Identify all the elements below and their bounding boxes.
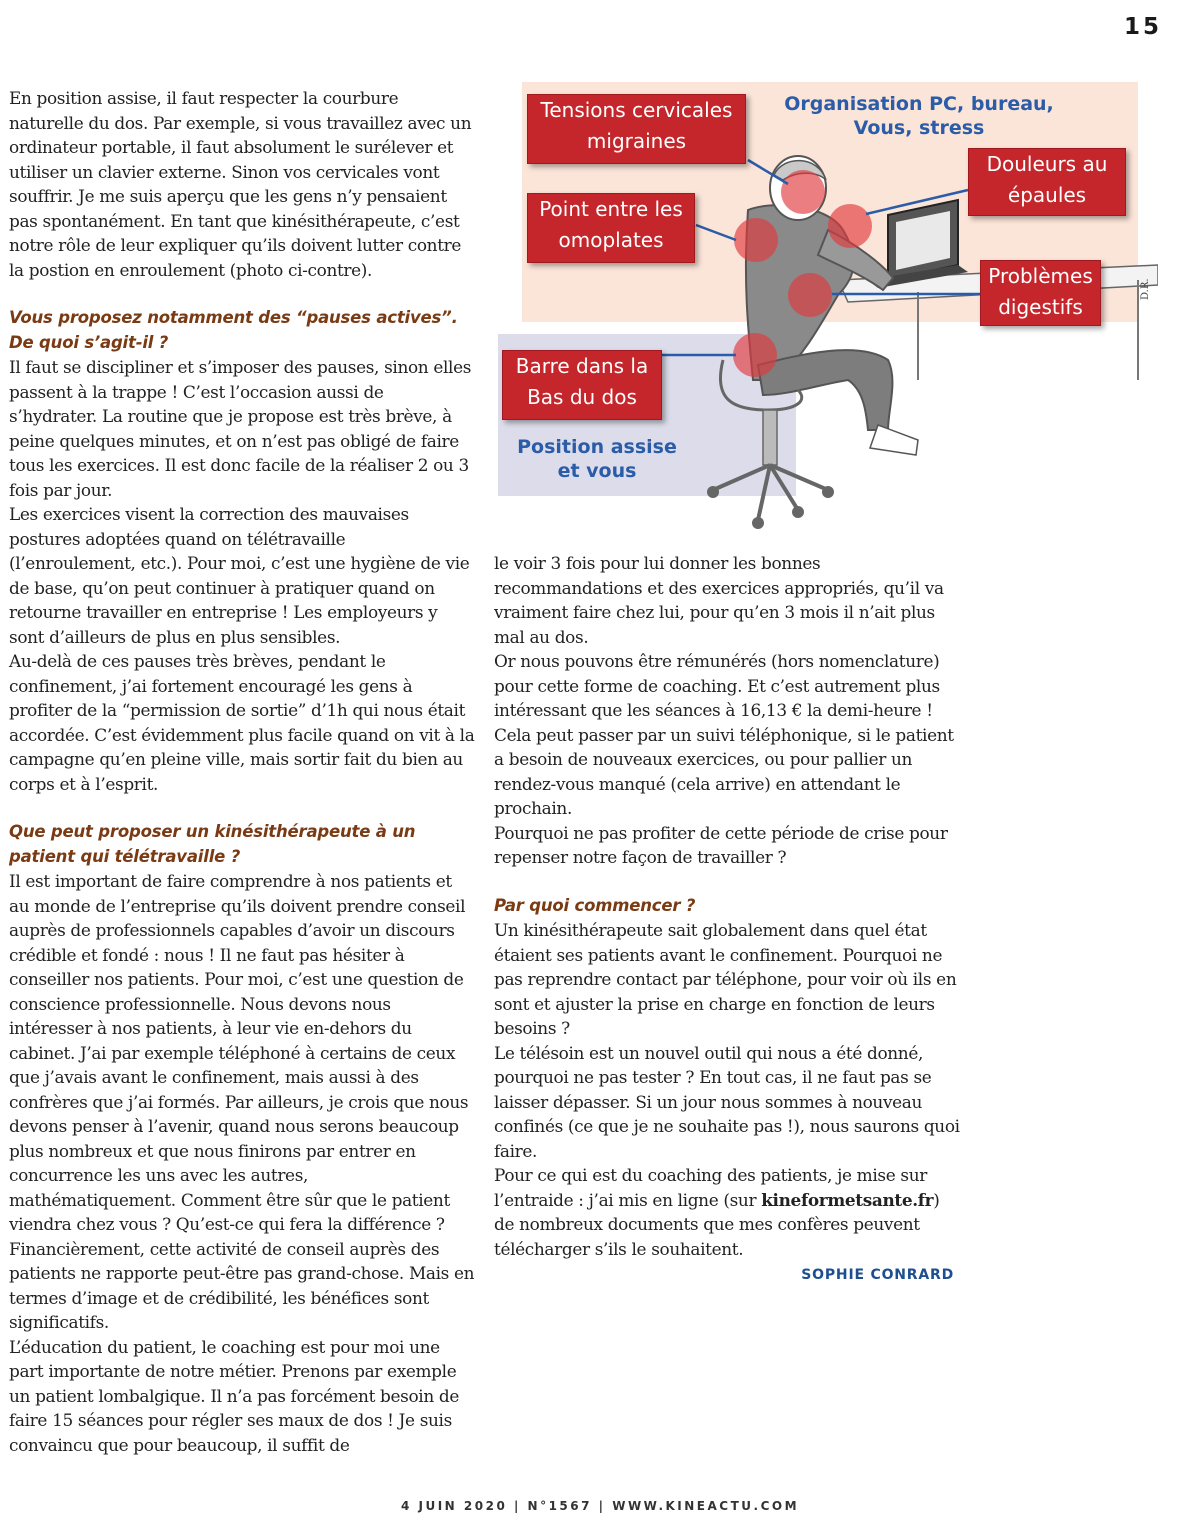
paragraph: Les exercices visent la correction des mauvaises postures adoptées quand on télétravaille (l’enroulement, etc.). Pour moi, c’est une hygiène de vie de base, qu’on peut continuer à pratiquer quand on retourne travailler en entreprise ! Les employeurs y sont d’ailleurs de plus en plus sensibles. [9, 504, 470, 647]
article-column-left [9, 86, 475, 1457]
posture-illustration [498, 80, 1158, 540]
question-heading: Que peut proposer un kinésithérapeute à un patient qui télétravaille ? [9, 822, 416, 866]
paragraph: Le télésoin est un nouvel outil qui nous a été donné, pourquoi ne pas tester ? En tout cas, il ne faut pas se laisser dépasser. Si un jour nous sommes à nouveau confinés (ce que je ne souhaite pas !), nous saurons quoi faire. [494, 1042, 960, 1161]
callout-bas-du-dos: Barre dans la Bas du dos [502, 350, 662, 420]
paragraph: Il faut se discipliner et s’imposer des pauses, sinon elles passent à la trappe ! C’est l’occasion aussi de s’hydrater. La routine que je propose est très brève, à peine quelques minutes, et on n’est pas obligé de faire tous les exercices. Il est donc facile de la réaliser 2 ou 3 fois par jour. [9, 357, 472, 500]
author-signature: SOPHIE CONRARD [801, 1267, 954, 1283]
paragraph-text: ) de nombreux documents que mes confères peuvent télécharger s’ils le souhaitent. [494, 1189, 940, 1259]
website-link[interactable]: kineformetsante.fr [761, 1189, 934, 1210]
paragraph: En position assise, il faut respecter la courbure naturelle du dos. Par exemple, si vous travaillez avec un ordinateur portable, il faut absolument le surélever et utiliser un clavier externe. Sinon vos cervicales vont souffrir. Je me suis aperçu que les gens n’y pensaient pas spontanément. En tant que kinésithérapeute, c’est notre rôle de leur expliquer qu’ils doivent lutter contre la postion en enroulement (photo ci-contre). [9, 88, 472, 280]
paragraph: Pourquoi ne pas profiter de cette période de crise pour repenser notre façon de travailler ? [494, 822, 948, 867]
callout-tensions-cervicales: Tensions cervicales migraines [527, 94, 746, 164]
paragraph: Un kinésithérapeute sait globalement dans quel état étaient ses patients avant le confinement. Pourquoi ne pas reprendre contact par téléphone, pour voir où ils en sont et ajuster la prise en charge en fonction de leurs besoins ? [494, 920, 957, 1038]
paragraph: Il est important de faire comprendre à nos patients et au monde de l’entreprise qu’ils doivent prendre conseil auprès de professionnels capables d’avoir un discours crédible et fondé : nous ! Il ne faut pas hésiter à conseiller nos patients. Pour moi, c’est une question de conscience professionnelle. Nous devons nous intéresser à nos patients, à leur vie en-dehors du cabinet. J’ai par exemple téléphoné à certains de ceux que j’avais avant le confinement, mais aussi à des confrères que j’ai formés. Par ailleurs, je crois que nous devons penser à l’avenir, quand nous serons beaucoup plus nombreux et que nous finirons par entrer en concurrence les uns avec les autres, mathématiquement. Comment être sûr que le patient viendra chez vous ? Qu’est-ce qui fera la différence ? [9, 871, 469, 1234]
paragraph: Or nous pouvons être rémunérés (hors nomenclature) pour cette forme de coaching. Et c’est autrement plus intéressant que les séances à 16,13 € la demi-heure ! Cela peut passer par un suivi téléphonique, si le patient a besoin de nouveaux exercices, ou pour pallier un rendez-vous manqué (cela arrive) en attendant le prochain. [494, 651, 954, 818]
page-number: 15 [1123, 14, 1162, 40]
paragraph: Au-delà de ces pauses très brèves, pendant le confinement, j’ai fortement encouragé les gens à profiter de la “permission de sortie” d’1h qui nous était accordée. C’est évidemment plus facile quand on vit à la campagne qu’en pleine ville, mais sortir fait du bien au corps et à l’esprit. [9, 651, 475, 794]
page-footer: 4 JUIN 2020 | N°1567 | WWW.KINEACTU.COM [400, 1499, 800, 1513]
paragraph: L’éducation du patient, le coaching est pour moi une part importante de notre métier. Prenons par exemple un patient lombalgique. Il n’a pas forcément besoin de faire 15 séances pour régler ses maux de dos ! Je suis convaincu que pour beaucoup, il suffit de [9, 1336, 459, 1455]
question-heading: Par quoi commencer ? [494, 895, 696, 915]
paragraph [494, 1163, 964, 1261]
photo-credit: D.R. [1140, 278, 1151, 300]
article-column-right [494, 551, 964, 1288]
callout-omoplates: Point entre les omoplates [527, 193, 695, 263]
paragraph: Financièrement, cette activité de conseil auprès des patients ne rapporte peut-être pas grand-chose. Mais en termes d’image et de crédibilité, les bénéfices sont significatifs. [9, 1238, 475, 1332]
paragraph: le voir 3 fois pour lui donner les bonnes recommandations et des exercices appropriés, qu’il va vraiment faire chez lui, pour qu’en 3 mois il n’ait plus mal au dos. [494, 553, 944, 647]
question-heading: Vous proposez notamment des “pauses actives”. De quoi s’agit-il ? [9, 308, 458, 352]
callout-douleurs-epaules: Douleurs au épaules [968, 148, 1126, 216]
label-organisation: Organisation PC, bureau, Vous, stress [784, 93, 1054, 139]
callout-problemes-digestifs: Problèmes digestifs [980, 260, 1101, 326]
label-position-assise: Position assise et vous [517, 436, 677, 482]
paragraph-text: Pour ce qui est du coaching des patients, je mise sur l’entraide : j’ai mis en ligne (sur [494, 1165, 927, 1210]
